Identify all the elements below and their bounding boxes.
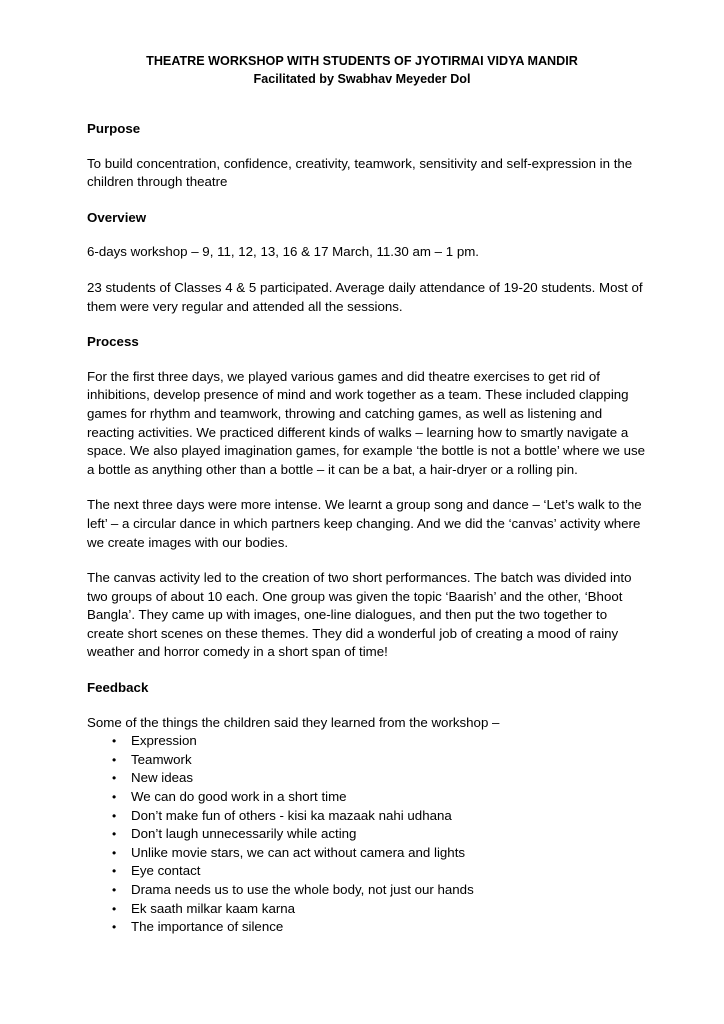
list-item-text: Unlike movie stars, we can act without camera and lights (131, 844, 466, 860)
purpose-paragraph: To build concentration, confidence, creativity, teamwork, sensitivity and self-expression in the children through theatre (87, 155, 633, 190)
list-item-text: Don’t laugh unnecessarily while acting (131, 826, 357, 842)
list-item-text: We can do good work in a short time (131, 789, 347, 805)
overview-paragraph: 6-days workshop – 9, 11, 12, 13, 16 & 17 March, 11.30 am – 1 pm. (87, 244, 479, 260)
list-item-text: Ek saath milkar kaam karna (131, 900, 296, 916)
list-item-text: Don’t make fun of others - kisi ka mazaak nahi udhana (131, 807, 452, 823)
process-heading: Process (87, 334, 139, 350)
bullet-icon: • (112, 845, 117, 860)
bullet-icon: • (112, 734, 117, 749)
purpose-heading: Purpose (87, 121, 141, 136)
document-subtitle: Facilitated by Swabhav Meyeder Dol (253, 72, 471, 86)
list-item (87, 732, 647, 751)
list-item-text: Drama needs us to use the whole body, not just our hands (131, 882, 474, 897)
bullet-icon: • (112, 864, 117, 879)
process-paragraph: For the first three days, we played various games and did theatre exercises to get rid of inhibitions, develop presence of mind and work together as a team. These included clapping games for rhythm and teamwork, throwing and catching games, as well as listening and reacting activities. We practiced different kinds of walks – learning how to smartly navigate a space. We also played imagination games, for example ‘the bottle is not a bottle’ where we use a bottle as anything other than a bottle – it can be a bat, a hair-dryer or a rolling pin. (87, 368, 646, 477)
bullet-icon: • (112, 920, 117, 935)
bullet-icon: • (112, 790, 117, 805)
bullet-icon: • (112, 883, 117, 897)
feedback-intro: Some of the things the children said they learned from the workshop – (87, 714, 500, 730)
process-paragraph: The next three days were more intense. We learnt a group song and dance – ‘Let’s walk to the left’ – a circular dance in which partners keep changing. And we did the ‘canvas’ activity where we create images with our bodies. (87, 497, 642, 550)
bullet-icon: • (112, 771, 117, 786)
list-item (87, 844, 647, 863)
list-item-text: New ideas (131, 770, 194, 786)
list-item (87, 900, 647, 919)
list-item (87, 751, 647, 770)
list-item (87, 825, 647, 844)
list-item (87, 862, 647, 881)
list-item (87, 769, 647, 788)
bullet-icon: • (112, 752, 117, 767)
bullet-icon: • (112, 808, 117, 823)
bullet-icon: • (112, 901, 117, 916)
list-item (87, 807, 647, 826)
list-item (87, 918, 647, 937)
list-item-text: Teamwork (131, 751, 192, 767)
list-item-text: Expression (131, 733, 197, 749)
feedback-heading: Feedback (87, 680, 149, 696)
feedback-list (87, 732, 647, 937)
list-item (87, 881, 647, 900)
document-body (87, 120, 647, 937)
document-title: THEATRE WORKSHOP WITH STUDENTS OF JYOTIRMAI VIDYA MANDIR (146, 54, 578, 68)
list-item-text: The importance of silence (131, 919, 284, 935)
overview-paragraph: 23 students of Classes 4 & 5 participated. Average daily attendance of 19-20 students. Most of them were very regular and attended all the sessions. (87, 279, 643, 314)
overview-heading: Overview (87, 209, 147, 225)
process-paragraph: The canvas activity led to the creation of two short performances. The batch was divided into two groups of about 10 each. One group was given the topic ‘Baarish’ and the other, ‘Bhoot Bangla’. They came up with images, one-line dialogues, and then put the two together to create short scenes on these themes. They did a wonderful job of creating a mood of rainy weather and horror comedy in a short span of time! (87, 570, 632, 660)
title-block (0, 52, 724, 88)
list-item-text: Eye contact (131, 863, 201, 879)
bullet-icon: • (112, 827, 117, 842)
list-item (87, 788, 647, 807)
